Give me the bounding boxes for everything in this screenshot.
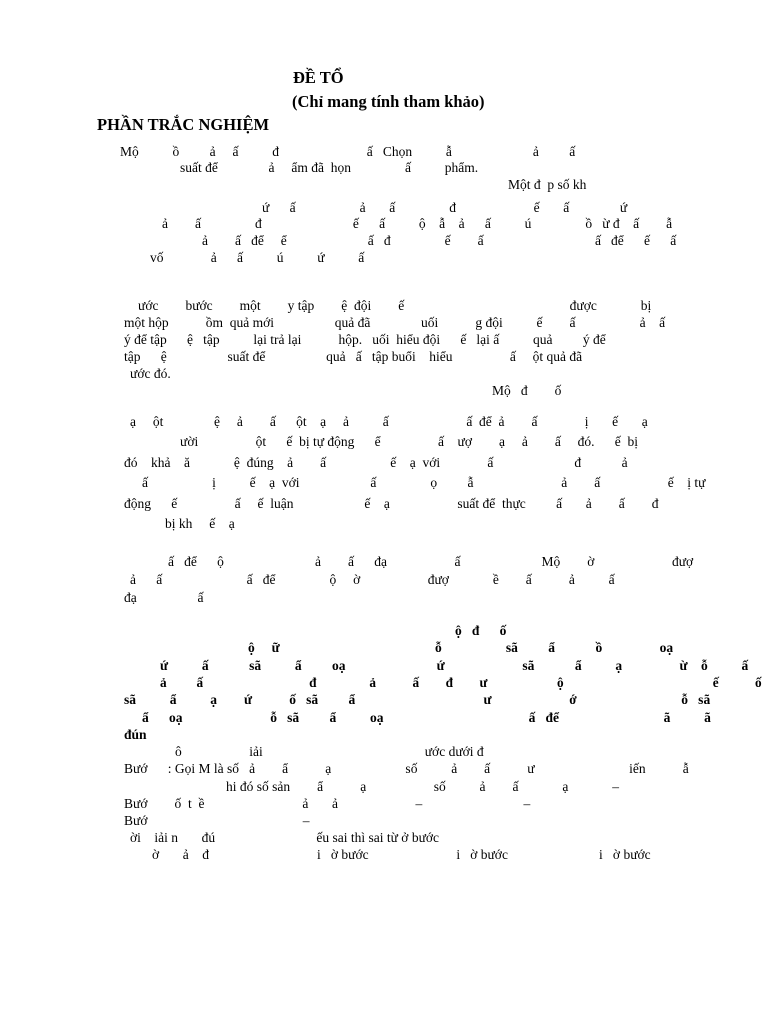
text-line: bị kh ế ạ [165,516,235,531]
text-line: đó khả ă ệ đúng ả ấ ế ạ với ấ đ ả [124,455,628,470]
text-line: Bướ – [124,813,310,828]
text-line: suất để ả ẩm đã họn ấ phẩm. [180,160,479,175]
text-line: ả ấ để ể ấ đ ế ấ ấ để ế ấ [202,233,677,248]
text-line: ả ấ ấ để ộ ờ đượ ề ấ ả ấ [130,572,615,587]
text-line: ô iải ước dưới đ [175,744,484,759]
text-line: vố ả ấ ú ứ ấ [150,250,365,265]
text-line: ứ ấ ả ấ đ ế ấ ứ [262,200,628,215]
text-line: ước bước một y tập ệ đội ế được bị [138,298,652,313]
text-line: Mộ ồ ả ấ đ ấ Chọn ẫ ả ấ [120,144,576,159]
text-line: ấ để ộ ả ấ đạ ấ Mộ ờ đượ [168,554,694,569]
text-line: ạ ột ệ ả ấ ột ạ ả ấ ấ để ả ấ ị ế ạ [130,414,648,429]
text-line: Bướ : Gọi M là số ả ẩ ạ số ả ấ ư iến ẫ [124,761,689,776]
text-line: tập ệ suất để quả ấ tập buổi hiểu ấ ột quả đã [124,349,583,364]
text-line: ý để tập ệ tập lại trả lại hộp. uối hiểu đội ế lại ấ quả ý để [124,332,606,347]
text-line: đún [124,727,147,742]
text-line: ứ ấ sã ẩ oạ ứ sã ẩ ạ ừ ỗ ấ [160,658,749,673]
text-line: hi đó số sản ẩ ạ số ả ấ ạ – [226,779,619,794]
text-line: ả ấ đ ả ấ đ ư ộ ế ố [160,675,762,690]
text-line: ước đó. [130,366,171,381]
text-line: ấ ị ế ạ với ấ ọ ẫ ả ấ ế ị tự [142,475,706,490]
section-heading: PHẦN TRẮC NGHIỆM [97,115,270,134]
text-line: ẩ oạ ỗ sã ẩ oạ ấ để ã ã [142,710,711,725]
text-line: Một đ p số kh [508,177,587,192]
text-line: ả ấ đ ế ấ ộ ẫ ả ấ ú ồ ừ đ ấ ẫ [162,216,673,231]
text-line: một hộp ồm quả mới quả đã uối g đội ế ấ ả ấ [124,315,666,330]
text-line: ờ ả đ i ờ bước i ờ bước i ờ bước [152,847,651,862]
doc-title: ĐỀ TỔ [293,68,344,87]
doc-subtitle: (Chỉ mang tính tham khảo) [292,92,485,111]
text-line: ời iải n đú ếu sai thì sai từ ở bước [130,830,440,845]
text-line: ộ ữ ỗ sã ẩ ồ oạ [248,640,674,655]
text-line: ười ột ế bị tự động ể ấ ượ ạ ả ấ đó. ế bị [180,434,639,449]
text-line: ộ đ ố [455,623,507,638]
text-line: sã ẩ ạ ứ ố sã ẩ ư ớ ỗ sã [124,692,711,707]
text-line: Bướ ố t ề ả ả – – [124,796,531,811]
text-line: đạ ấ [124,590,204,605]
text-line: động ế ấ ế luận ế ạ suất để thực ấ ả ấ đ [124,496,659,511]
text-line: Mộ đ ố [492,383,562,398]
